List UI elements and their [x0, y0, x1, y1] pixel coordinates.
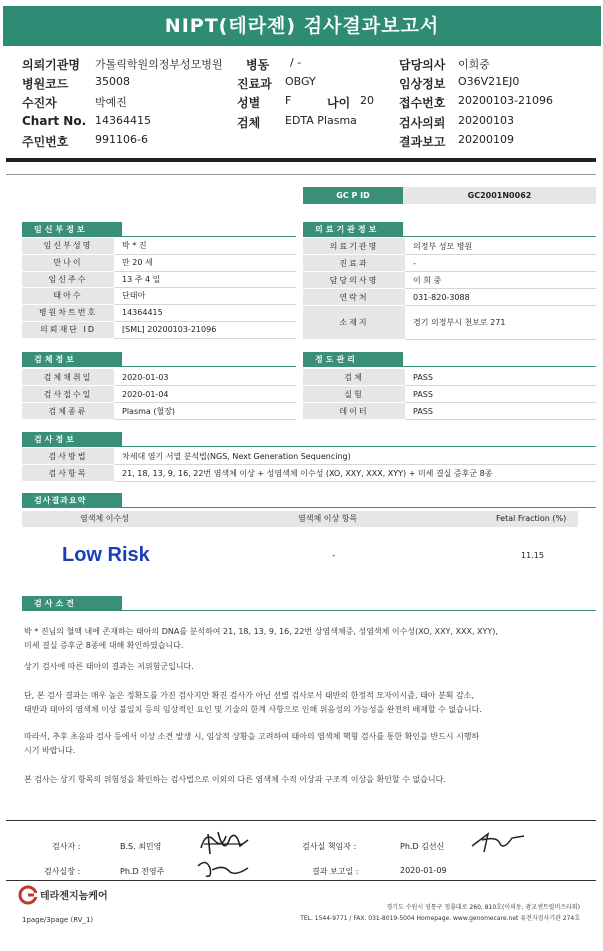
gcpid-label: GC P ID — [303, 187, 403, 204]
report-date-value: 20200109 — [458, 133, 514, 146]
row-label: 임신부성명 — [22, 238, 114, 255]
findings-p1-line2: 미세 결실 증후군 8종에 대해 확인하였습니다. — [24, 641, 184, 650]
table-row — [303, 238, 596, 255]
header-row-5 — [0, 133, 603, 151]
findings-rule — [22, 610, 596, 611]
summary-title: 검사결과요약 — [22, 493, 122, 508]
row-label: 의뢰재단 ID — [22, 322, 114, 339]
sex-value: F — [285, 94, 292, 107]
row-label: 임신주수 — [22, 272, 114, 289]
clinical-info-value: O36V21EJ0 — [458, 75, 520, 88]
age-label: 나이 — [327, 96, 351, 110]
lab-head-signature — [194, 856, 252, 882]
doctor-label: 담당의사 — [399, 58, 446, 72]
table-row — [22, 238, 296, 255]
row-value: 031-820-3088 — [405, 289, 596, 306]
row-value: 이 희 중 — [405, 272, 596, 289]
institution-info-title: 의료기관정보 — [303, 222, 403, 237]
findings-p3-line1: 단, 본 검사 결과는 매우 높은 정확도를 가진 검사지만 확진 검사가 아닌 선별 검사로서 태반의 한정적 모자이시즘, 태아 분획 감소, — [24, 691, 475, 700]
row-value: 만 20 세 — [114, 255, 296, 272]
specimen-label: 검체 — [237, 116, 261, 130]
row-label: 담당의사명 — [303, 272, 405, 289]
row-label: 병원차트번호 — [22, 305, 114, 322]
risk-result: Low Risk — [62, 544, 150, 566]
specimen-info-title: 검체정보 — [22, 352, 122, 367]
department-label: 진료과 — [237, 77, 272, 91]
company-contact: TEL. 1544-9771 / FAX. 031-8019-5004 Homepage. www.genomecare.net 유전자검사기관 274호 — [300, 915, 580, 922]
department-value: OBGY — [285, 75, 316, 88]
findings-paragraph-1 — [24, 625, 584, 653]
row-label: 검체 — [303, 369, 405, 386]
specimen-info-rule — [22, 366, 296, 367]
row-value: 13 주 4 일 — [114, 272, 296, 289]
row-value: 2020-01-03 — [114, 369, 296, 386]
header-divider — [6, 158, 596, 162]
row-label: 만나이 — [22, 255, 114, 272]
row-value: [SML] 20200103-21096 — [114, 322, 296, 339]
report-date-sign-value: 2020-01-09 — [400, 866, 447, 875]
tester-signature — [196, 826, 256, 858]
age-value: 20 — [360, 94, 374, 107]
table-row — [22, 305, 296, 322]
row-label: 연락처 — [303, 289, 405, 306]
row-label: 데이터 — [303, 403, 405, 420]
clinical-info-label: 임상정보 — [399, 77, 446, 91]
ward-value: / - — [290, 56, 302, 69]
request-date-value: 20200103 — [458, 114, 514, 127]
lab-manager-signature — [468, 828, 528, 856]
chart-no-label: Chart No. — [22, 114, 87, 128]
header-subdivider — [6, 174, 596, 175]
findings-paragraph-4 — [24, 730, 584, 758]
header-row-1 — [0, 56, 603, 74]
hospital-code-label: 병원코드 — [22, 77, 69, 91]
header-row-3 — [0, 94, 603, 112]
pregnant-info-title: 임신부정보 — [22, 222, 122, 237]
row-value: - — [405, 255, 596, 272]
report-title: NIPT(테라젠) 검사결과보고서 — [3, 6, 601, 46]
findings-paragraph-2: 상기 검사에 따른 태아의 결과는 저위험군입니다. — [24, 662, 194, 671]
doctor-value: 이희중 — [458, 58, 490, 71]
institution-value: 가톨릭학원의정부성모병원 — [95, 58, 223, 71]
row-value: 단태아 — [114, 288, 296, 305]
findings-p3-line2: 태반과 태아의 염색체 이상 불일치 등의 임상적인 요인 및 기술의 한계 사항으로 인해 위음성의 가능성을 완전히 배제할 수 없습니다. — [24, 705, 482, 714]
row-label: 의료기관명 — [303, 238, 405, 255]
header-row-2 — [0, 75, 603, 93]
row-label: 진료과 — [303, 255, 405, 272]
footer-rule — [6, 880, 596, 881]
fetal-fraction-value: 11.15 — [521, 551, 544, 560]
hospital-code-value: 35008 — [95, 75, 130, 88]
table-row — [303, 255, 596, 272]
row-value: Plasma (혈장) — [114, 403, 296, 420]
row-value: 차세대 염기 서열 분석법(NGS, Next Generation Sequencing) — [114, 448, 596, 465]
test-info-rule — [22, 446, 596, 447]
table-row — [22, 465, 596, 482]
row-label: 소재지 — [303, 306, 405, 340]
institution-label: 의뢰기관명 — [22, 58, 80, 72]
recipient-value: 박예진 — [95, 96, 127, 109]
tester-label: 검사자 : — [52, 842, 81, 851]
row-value: PASS — [405, 369, 596, 386]
report-date-label: 결과보고 — [399, 135, 446, 149]
row-label: 검사방법 — [22, 448, 114, 465]
institution-info-rule — [303, 236, 596, 237]
qc-title: 정도관리 — [303, 352, 403, 367]
header-row-4 — [0, 114, 603, 132]
row-label: 검사항목 — [22, 465, 114, 482]
table-row — [22, 403, 296, 420]
table-row — [22, 288, 296, 305]
rrn-label: 주민번호 — [22, 135, 69, 149]
summary-col-fetal-fraction: Fetal Fraction (%) — [496, 514, 567, 523]
company-logo-icon — [18, 885, 40, 905]
findings-paragraph-3 — [24, 689, 584, 717]
table-row — [303, 369, 596, 386]
table-row — [303, 306, 596, 340]
sex-label: 성별 — [237, 96, 261, 110]
row-label: 태아수 — [22, 288, 114, 305]
row-value: PASS — [405, 386, 596, 403]
report-date-sign-label: 결과 보고일 : — [312, 867, 359, 876]
table-row — [22, 386, 296, 403]
findings-title: 검사소견 — [22, 596, 122, 611]
signature-top-rule — [6, 820, 596, 821]
table-row — [303, 289, 596, 306]
row-value: PASS — [405, 403, 596, 420]
recipient-label: 수진자 — [22, 96, 57, 110]
table-row — [22, 369, 296, 386]
tester-value: B.S. 최민영 — [120, 842, 162, 851]
lab-head-label: 검사실장 : — [44, 867, 81, 876]
table-row — [303, 386, 596, 403]
row-label: 검체종류 — [22, 403, 114, 420]
summary-col-abnormal: 염색체 이상 항목 — [298, 514, 358, 523]
table-row — [22, 255, 296, 272]
page-number: 1page/3page (RV_1) — [22, 916, 94, 924]
row-value: 2020-01-04 — [114, 386, 296, 403]
lab-head-value: Ph.D 전영주 — [120, 867, 165, 876]
report-header — [0, 52, 603, 152]
table-row — [22, 448, 596, 465]
receipt-no-label: 접수번호 — [399, 96, 446, 110]
table-row — [22, 322, 296, 339]
row-label: 실험 — [303, 386, 405, 403]
table-row — [303, 272, 596, 289]
summary-rule — [22, 507, 596, 508]
lab-manager-label: 검사실 책임자 : — [302, 842, 357, 851]
row-value: 14364415 — [114, 305, 296, 322]
table-row — [22, 272, 296, 289]
request-date-label: 검사의뢰 — [399, 116, 446, 130]
qc-rule — [303, 366, 596, 367]
gcpid-value: GC2001N0062 — [403, 187, 596, 204]
pregnant-info-rule — [22, 236, 296, 237]
table-row — [303, 403, 596, 420]
company-name: 테라젠지놈케어 — [40, 891, 108, 902]
row-label: 검사접수일 — [22, 386, 114, 403]
chart-no-value: 14364415 — [95, 114, 151, 127]
row-value: 박 * 진 — [114, 238, 296, 255]
findings-p1-line1: 박 * 진님의 혈액 내에 존재하는 태아의 DNA를 분석하여 21, 18, 13, 9, 16, 22번 상염색체증, 성염색체 이수성(XO, XXY, XXX, XYY), — [24, 627, 498, 636]
row-value: 21, 18, 13, 9, 16, 22번 염색체 이상 + 성염색체 이수성 (XO, XXY, XXX, XYY) + 미세 결실 증후군 8종 — [114, 465, 596, 482]
ward-label: 병동 — [246, 58, 270, 72]
row-label: 검체채취일 — [22, 369, 114, 386]
company-address: 경기도 수원시 영통구 청룡대로 260, 810호(이의동, 광교센트럴비즈타워) — [386, 904, 580, 911]
findings-p4-line2: 시기 바랍니다. — [24, 746, 76, 755]
rrn-value: 991106-6 — [95, 133, 148, 146]
summary-col-aneuploidy: 염색체 이수성 — [80, 514, 129, 523]
summary-header-row — [22, 511, 578, 527]
row-value: 의정부 성모 병원 — [405, 238, 596, 255]
receipt-no-value: 20200103-21096 — [458, 94, 553, 107]
test-info-title: 검사정보 — [22, 432, 122, 447]
row-value: 경기 의정부시 천보로 271 — [405, 306, 596, 340]
findings-paragraph-5: 본 검사는 상기 항목의 위험성을 확인하는 검사법으로 이외의 다른 염색체 수적 이상과 구조적 이상을 확인할 수 없습니다. — [24, 775, 446, 784]
lab-manager-value: Ph.D 김선신 — [400, 842, 445, 851]
specimen-value: EDTA Plasma — [285, 114, 357, 127]
abnormal-item-value: - — [332, 551, 336, 561]
findings-p4-line1: 따라서, 추후 초음파 검사 등에서 이상 소견 발생 시, 임상적 상황을 고려하여 태아의 염색체 핵형 검사를 통한 확인을 반드시 시행하 — [24, 732, 480, 741]
